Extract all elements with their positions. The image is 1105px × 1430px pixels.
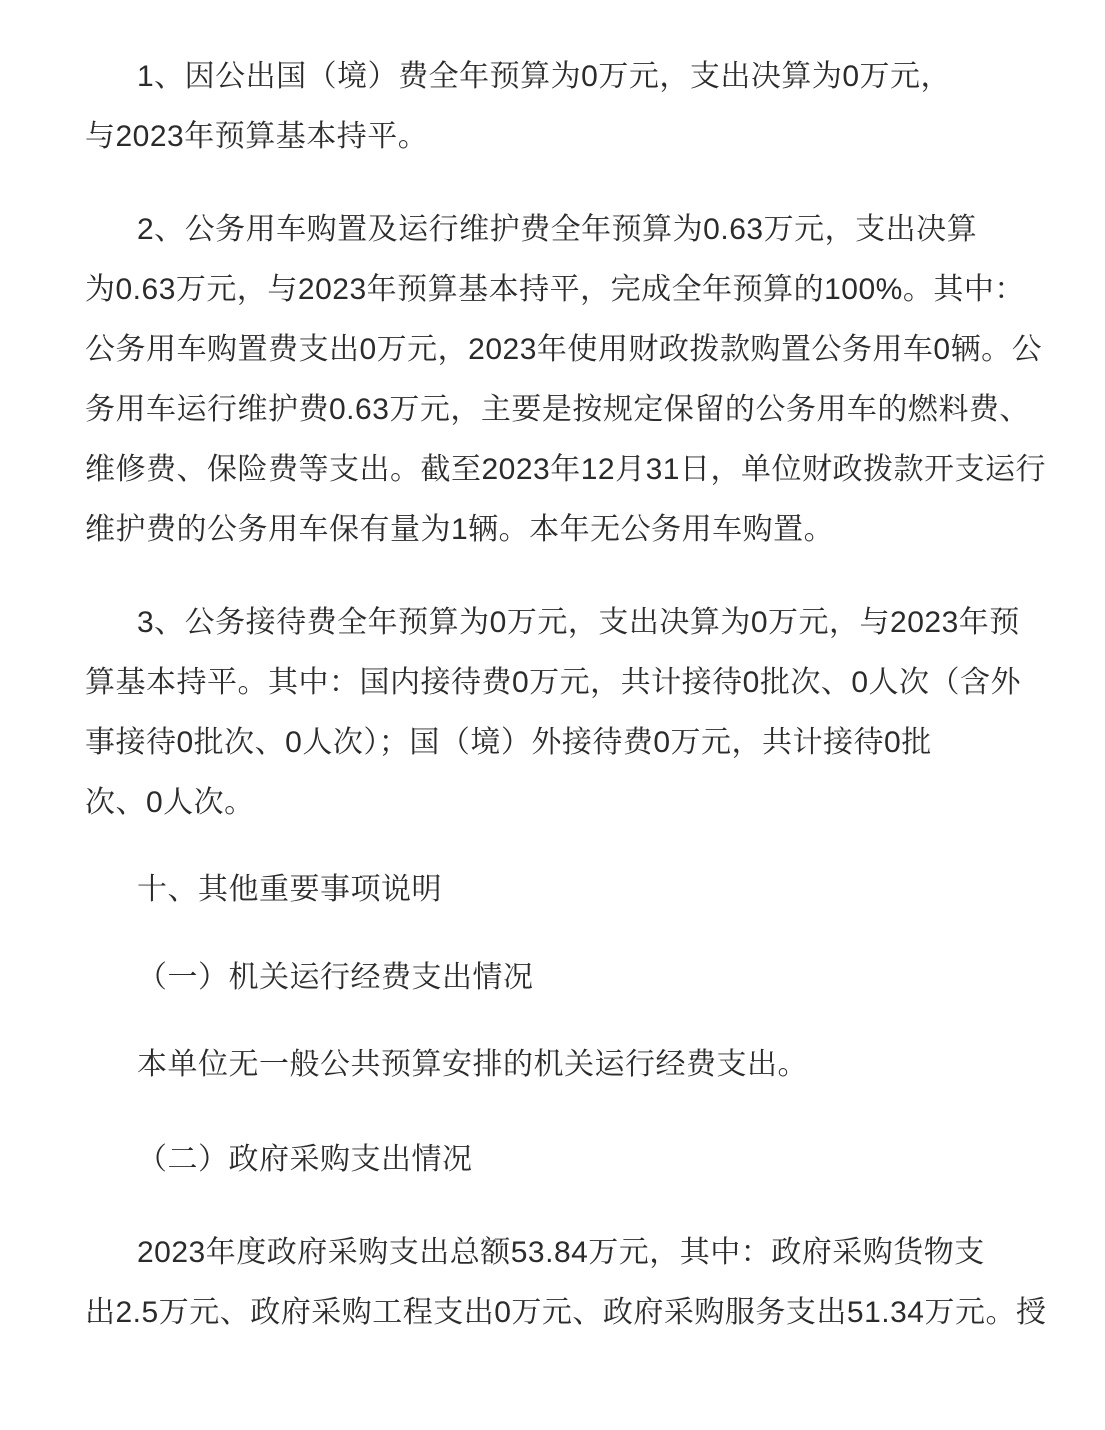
text-line: 维修费、保险费等支出。截至2023年12月31日，单位财政拨款开支运行 — [85, 453, 1046, 486]
paragraph-abroad-expenses — [85, 47, 1020, 167]
text-line: 2023年度政府采购支出总额53.84万元，其中：政府采购货物支 — [137, 1236, 985, 1269]
heading-line: （二）政府采购支出情况 — [137, 1143, 473, 1176]
text-line: 与2023年预算基本持平。 — [85, 120, 429, 153]
text-line: 3、公务接待费全年预算为0万元，支出决算为0万元，与2023年预 — [137, 606, 1020, 639]
text-line: 本单位无一般公共预算安排的机关运行经费支出。 — [137, 1048, 808, 1081]
text-line: 1、因公出国（境）费全年预算为0万元，支出决算为0万元， — [137, 60, 952, 93]
heading-line: 十、其他重要事项说明 — [137, 873, 442, 906]
paragraph-government-procurement — [85, 1223, 1047, 1343]
text-line: 维护费的公务用车保有量为1辆。本年无公务用车购置。 — [85, 513, 835, 546]
text-line: 2、公务用车购置及运行维护费全年预算为0.63万元，支出决算 — [137, 213, 978, 246]
paragraph-agency-operating-funds — [85, 1035, 1020, 1095]
text-line: 公务用车购置费支出0万元，2023年使用财政拨款购置公务用车0辆。公 — [85, 333, 1043, 366]
paragraph-reception-expenses — [85, 593, 1020, 833]
text-line: 事接待0批次、0人次）；国（境）外接待费0万元，共计接待0批 — [85, 726, 932, 759]
text-line: 次、0人次。 — [85, 786, 255, 819]
subsection-heading-government-procurement — [85, 1130, 1020, 1190]
text-line: 出2.5万元、政府采购工程支出0万元、政府采购服务支出51.34万元。授 — [85, 1296, 1047, 1329]
text-line: 务用车运行维护费0.63万元，主要是按规定保留的公务用车的燃料费、 — [85, 393, 1030, 426]
subsection-heading-agency-operating-funds — [85, 948, 1020, 1008]
paragraph-vehicle-expenses — [85, 200, 1046, 560]
text-line: 为0.63万元，与2023年预算基本持平，完成全年预算的100%。其中： — [85, 273, 1025, 306]
heading-line: （一）机关运行经费支出情况 — [137, 961, 534, 994]
text-line: 算基本持平。其中：国内接待费0万元，共计接待0批次、0人次（含外 — [85, 666, 1022, 699]
section-heading-other-important-matters — [85, 860, 1020, 920]
